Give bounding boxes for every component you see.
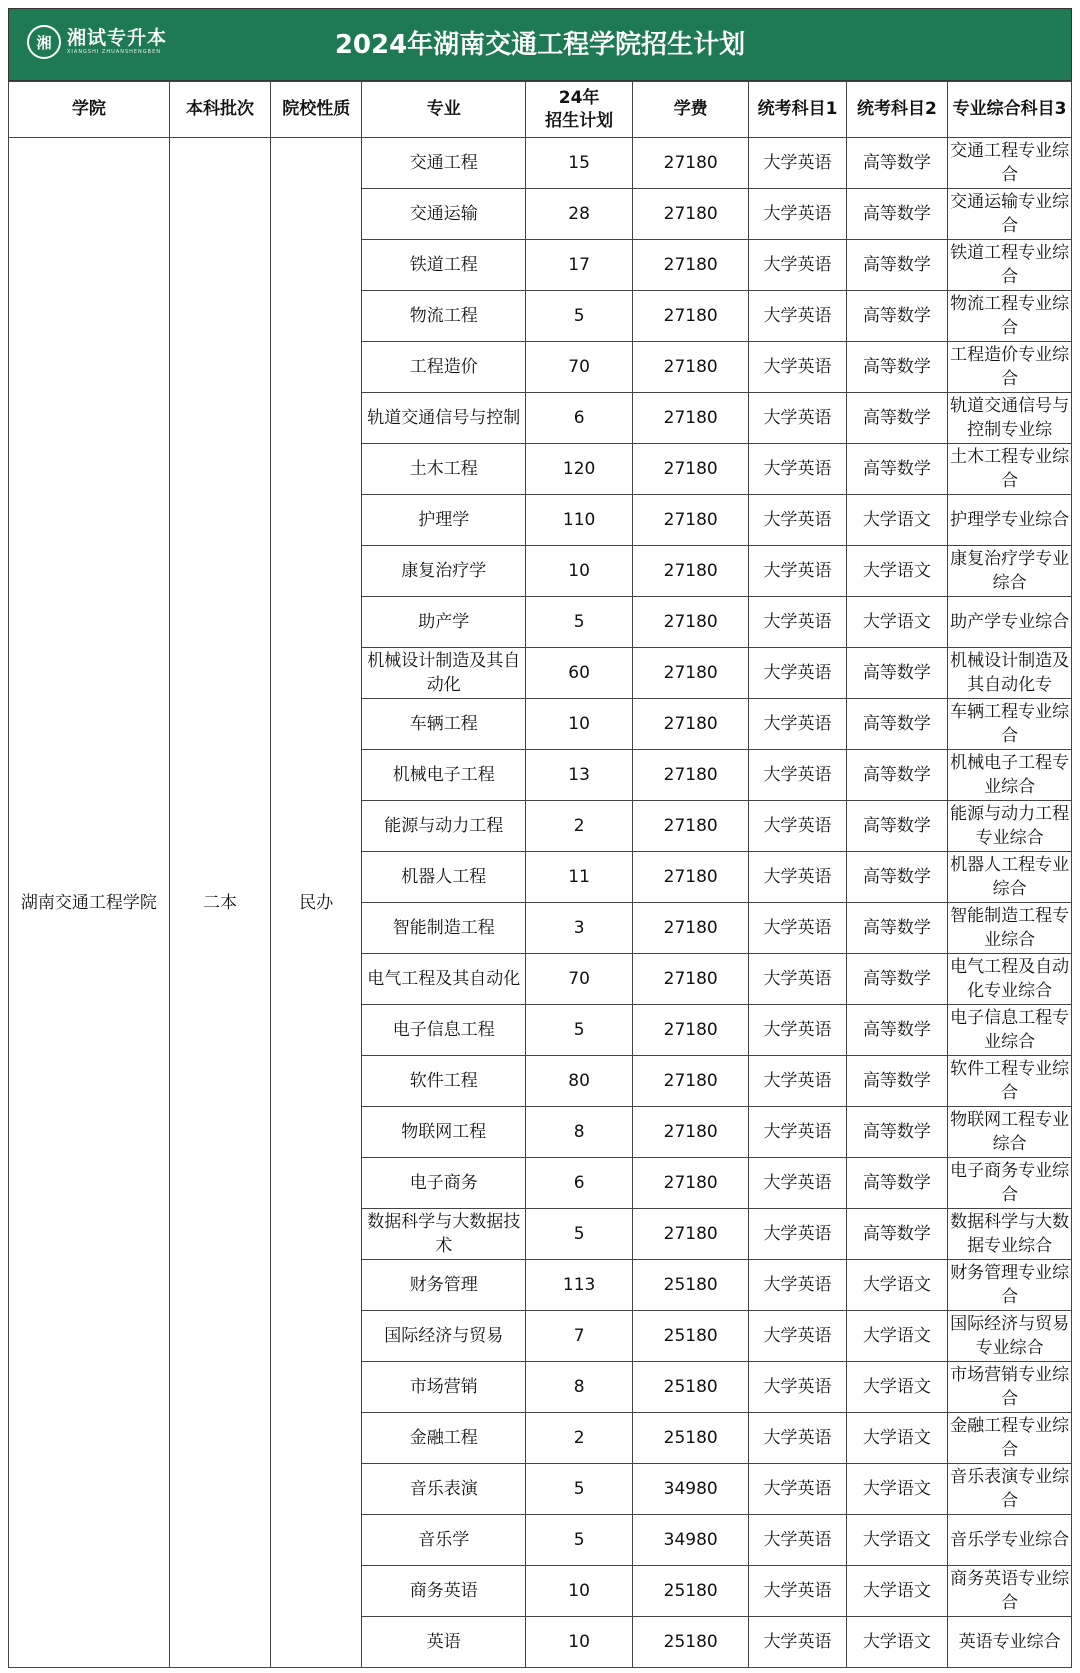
header-school: 学院 [9,82,170,138]
major-cell: 机械设计制造及其自动化 [362,648,526,699]
subject3-text: 车辆工程专业综合 [950,702,1070,746]
subject3-text: 智能制造工程专业综合 [950,906,1070,950]
subject3-text: 工程造价专业综合 [950,345,1070,389]
subject1-cell: 大学英语 [749,138,846,189]
fee-cell: 27180 [633,138,749,189]
subject3-text: 康复治疗学专业综合 [950,549,1070,593]
plan-cell: 113 [526,1260,633,1311]
header-subject2: 统考科目2 [846,82,948,138]
subject3-text: 机器人工程专业综合 [950,855,1070,899]
plan-cell: 5 [526,597,633,648]
header-subject1: 统考科目1 [749,82,846,138]
subject1-cell: 大学英语 [749,495,846,546]
subject1-cell: 大学英语 [749,1209,846,1260]
plan-cell: 110 [526,495,633,546]
subject2-cell: 大学语文 [846,1362,948,1413]
subject2-cell: 高等数学 [846,699,948,750]
major-cell: 交通工程 [362,138,526,189]
subject1-cell: 大学英语 [749,699,846,750]
plan-cell: 10 [526,1566,633,1617]
subject3-cell [948,648,1072,699]
subject3-text: 财务管理专业综合 [950,1263,1070,1307]
subject2-cell: 高等数学 [846,1107,948,1158]
subject3-text: 商务英语专业综合 [950,1569,1070,1613]
subject1-cell: 大学英语 [749,1566,846,1617]
logo-subtitle: XIANGSHI ZHUANSHENGBEN [67,49,161,55]
major-cell: 电子信息工程 [362,1005,526,1056]
subject3-cell [948,1566,1072,1617]
subject2-cell: 大学语文 [846,495,948,546]
major-cell: 康复治疗学 [362,546,526,597]
plan-cell: 3 [526,903,633,954]
fee-cell: 27180 [633,852,749,903]
major-cell: 助产学 [362,597,526,648]
subject2-cell: 高等数学 [846,801,948,852]
subject1-cell: 大学英语 [749,1413,846,1464]
plan-cell: 8 [526,1362,633,1413]
subject3-cell [948,189,1072,240]
subject1-cell: 大学英语 [749,1464,846,1515]
subject3-text: 英语专业综合 [958,1632,1061,1652]
subject1-cell: 大学英语 [749,1158,846,1209]
table-body [9,138,1072,1668]
subject3-cell [948,597,1072,648]
fee-cell: 27180 [633,291,749,342]
title-bar [8,8,1072,81]
table-header-row [9,82,1072,138]
subject1-cell: 大学英语 [749,393,846,444]
subject3-cell [948,240,1072,291]
subject1-cell: 大学英语 [749,1311,846,1362]
subject3-text: 机械电子工程专业综合 [950,753,1070,797]
subject3-text: 护理学专业综合 [950,510,1070,530]
subject2-cell: 高等数学 [846,444,948,495]
major-cell: 音乐学 [362,1515,526,1566]
subject3-cell [948,801,1072,852]
subject3-cell [948,852,1072,903]
subject3-text: 音乐表演专业综合 [950,1467,1070,1511]
subject3-cell [948,1311,1072,1362]
fee-cell: 27180 [633,393,749,444]
subject3-text: 金融工程专业综合 [950,1416,1070,1460]
subject2-cell: 高等数学 [846,1056,948,1107]
subject3-cell [948,291,1072,342]
plan-cell: 11 [526,852,633,903]
major-cell: 车辆工程 [362,699,526,750]
subject3-text: 助产学专业综合 [950,612,1070,632]
fee-cell: 27180 [633,903,749,954]
header-fee: 学费 [633,82,749,138]
plan-cell: 5 [526,1209,633,1260]
subject3-text: 电子商务专业综合 [950,1161,1070,1205]
subject2-cell: 大学语文 [846,546,948,597]
major-cell: 机械电子工程 [362,750,526,801]
major-cell: 机器人工程 [362,852,526,903]
subject2-cell: 高等数学 [846,750,948,801]
major-cell: 轨道交通信号与控制 [362,393,526,444]
major-cell: 音乐表演 [362,1464,526,1515]
subject3-cell [948,750,1072,801]
subject3-cell [948,138,1072,189]
plan-cell: 28 [526,189,633,240]
subject1-cell: 大学英语 [749,444,846,495]
subject3-text: 机械设计制造及其自动化专 [950,651,1070,695]
subject1-cell: 大学英语 [749,954,846,1005]
subject1-cell: 大学英语 [749,1515,846,1566]
subject2-cell: 大学语文 [846,1311,948,1362]
fee-cell: 34980 [633,1464,749,1515]
fee-cell: 25180 [633,1311,749,1362]
subject2-cell: 大学语文 [846,1617,948,1668]
subject1-cell: 大学英语 [749,1617,846,1668]
header-batch: 本科批次 [169,82,271,138]
subject3-cell [948,1209,1072,1260]
subject1-cell: 大学英语 [749,546,846,597]
subject1-cell: 大学英语 [749,1005,846,1056]
subject2-cell: 高等数学 [846,393,948,444]
fee-cell: 25180 [633,1362,749,1413]
major-cell: 土木工程 [362,444,526,495]
fee-cell: 34980 [633,1515,749,1566]
enrollment-table [8,81,1072,1668]
plan-cell: 10 [526,546,633,597]
fee-cell: 27180 [633,240,749,291]
subject3-text: 物联网工程专业综合 [950,1110,1070,1154]
major-cell: 国际经济与贸易 [362,1311,526,1362]
plan-cell: 5 [526,1515,633,1566]
subject3-text: 市场营销专业综合 [950,1365,1070,1409]
subject3-text: 能源与动力工程专业综合 [950,804,1070,848]
plan-cell: 5 [526,291,633,342]
page-title: 2024年湖南交通工程学院招生计划 [334,30,746,60]
logo-text [67,28,167,56]
fee-cell: 27180 [633,1005,749,1056]
fee-cell: 27180 [633,750,749,801]
subject3-cell [948,444,1072,495]
plan-cell: 80 [526,1056,633,1107]
plan-cell: 7 [526,1311,633,1362]
fee-cell: 27180 [633,699,749,750]
subject1-cell: 大学英语 [749,1260,846,1311]
plan-cell: 60 [526,648,633,699]
fee-cell: 25180 [633,1260,749,1311]
subject3-text: 软件工程专业综合 [950,1059,1070,1103]
subject3-cell [948,903,1072,954]
logo [27,25,167,59]
fee-cell: 27180 [633,189,749,240]
plan-cell: 15 [526,138,633,189]
subject3-cell [948,1005,1072,1056]
subject2-cell: 高等数学 [846,903,948,954]
plan-cell: 10 [526,1617,633,1668]
fee-cell: 27180 [633,495,749,546]
fee-cell: 25180 [633,1617,749,1668]
subject3-cell [948,699,1072,750]
plan-cell: 6 [526,1158,633,1209]
plan-cell: 70 [526,954,633,1005]
fee-cell: 27180 [633,1107,749,1158]
subject3-text: 国际经济与贸易专业综合 [950,1314,1070,1358]
subject2-cell: 大学语文 [846,597,948,648]
subject2-cell: 高等数学 [846,342,948,393]
plan-cell: 5 [526,1005,633,1056]
subject1-cell: 大学英语 [749,750,846,801]
plan-cell: 70 [526,342,633,393]
subject2-cell: 高等数学 [846,189,948,240]
subject1-cell: 大学英语 [749,291,846,342]
major-cell: 智能制造工程 [362,903,526,954]
header-nature: 院校性质 [271,82,362,138]
subject2-cell: 高等数学 [846,852,948,903]
subject2-cell: 大学语文 [846,1566,948,1617]
subject1-cell: 大学英语 [749,240,846,291]
plan-cell: 17 [526,240,633,291]
subject3-cell [948,1464,1072,1515]
subject3-cell [948,1158,1072,1209]
subject3-text: 土木工程专业综合 [950,447,1070,491]
subject3-text: 交通工程专业综合 [950,141,1070,185]
plan-cell: 2 [526,1413,633,1464]
subject3-cell [948,1056,1072,1107]
subject2-cell: 高等数学 [846,1005,948,1056]
major-cell: 金融工程 [362,1413,526,1464]
subject1-cell: 大学英语 [749,342,846,393]
plan-cell: 2 [526,801,633,852]
fee-cell: 27180 [633,597,749,648]
major-cell: 铁道工程 [362,240,526,291]
major-cell: 工程造价 [362,342,526,393]
subject3-text: 电子信息工程专业综合 [950,1008,1070,1052]
subject2-cell: 大学语文 [846,1464,948,1515]
header-subject3: 专业综合科目3 [948,82,1072,138]
fee-cell: 27180 [633,342,749,393]
subject2-cell: 高等数学 [846,648,948,699]
subject2-cell: 大学语文 [846,1260,948,1311]
fee-cell: 27180 [633,444,749,495]
fee-cell: 27180 [633,546,749,597]
subject3-cell [948,1362,1072,1413]
subject2-cell: 高等数学 [846,240,948,291]
major-cell: 交通运输 [362,189,526,240]
subject2-cell: 大学语文 [846,1515,948,1566]
subject3-text: 音乐学专业综合 [950,1530,1070,1550]
subject3-text: 铁道工程专业综合 [950,243,1070,287]
subject1-cell: 大学英语 [749,648,846,699]
major-cell: 软件工程 [362,1056,526,1107]
subject1-cell: 大学英语 [749,189,846,240]
logo-badge-icon [27,25,61,59]
major-cell: 物流工程 [362,291,526,342]
subject2-cell: 高等数学 [846,1158,948,1209]
major-cell: 能源与动力工程 [362,801,526,852]
subject3-cell [948,1260,1072,1311]
subject1-cell: 大学英语 [749,852,846,903]
major-cell: 数据科学与大数据技术 [362,1209,526,1260]
fee-cell: 27180 [633,1209,749,1260]
major-cell: 市场营销 [362,1362,526,1413]
subject3-cell [948,1413,1072,1464]
subject1-cell: 大学英语 [749,801,846,852]
subject2-cell: 高等数学 [846,954,948,1005]
subject3-text: 交通运输专业综合 [950,192,1070,236]
subject3-cell [948,342,1072,393]
logo-name: 湘试专升本 [67,27,168,49]
school-cell: 湖南交通工程学院 [9,138,170,1668]
document-frame [8,8,1072,1668]
major-cell: 英语 [362,1617,526,1668]
subject1-cell: 大学英语 [749,1362,846,1413]
subject3-text: 轨道交通信号与控制专业综 [950,396,1070,440]
subject3-cell [948,1617,1072,1668]
fee-cell: 27180 [633,801,749,852]
subject3-text: 数据科学与大数据专业综合 [950,1212,1070,1256]
major-cell: 财务管理 [362,1260,526,1311]
fee-cell: 27180 [633,1056,749,1107]
plan-cell: 6 [526,393,633,444]
header-plan: 24年 招生计划 [526,82,633,138]
subject3-cell [948,954,1072,1005]
major-cell: 商务英语 [362,1566,526,1617]
subject3-text: 电气工程及自动化专业综合 [950,957,1070,1001]
subject3-cell [948,1107,1072,1158]
subject1-cell: 大学英语 [749,597,846,648]
table-row [9,138,1072,189]
subject2-cell: 高等数学 [846,1209,948,1260]
subject3-cell [948,393,1072,444]
major-cell: 物联网工程 [362,1107,526,1158]
subject1-cell: 大学英语 [749,1056,846,1107]
major-cell: 电子商务 [362,1158,526,1209]
subject3-cell [948,546,1072,597]
subject1-cell: 大学英语 [749,903,846,954]
subject3-cell [948,1515,1072,1566]
plan-cell: 120 [526,444,633,495]
plan-cell: 10 [526,699,633,750]
plan-cell: 8 [526,1107,633,1158]
nature-cell: 民办 [271,138,362,1668]
fee-cell: 25180 [633,1566,749,1617]
plan-cell: 5 [526,1464,633,1515]
fee-cell: 27180 [633,1158,749,1209]
subject2-cell: 大学语文 [846,1413,948,1464]
fee-cell: 25180 [633,1413,749,1464]
major-cell: 护理学 [362,495,526,546]
subject2-cell: 高等数学 [846,291,948,342]
subject2-cell: 高等数学 [846,138,948,189]
fee-cell: 27180 [633,954,749,1005]
subject3-text: 物流工程专业综合 [950,294,1070,338]
logo-mark: 湘 [36,33,52,52]
subject3-cell [948,495,1072,546]
major-cell: 电气工程及其自动化 [362,954,526,1005]
subject1-cell: 大学英语 [749,1107,846,1158]
batch-cell: 二本 [169,138,271,1668]
plan-cell: 13 [526,750,633,801]
fee-cell: 27180 [633,648,749,699]
header-major: 专业 [362,82,526,138]
